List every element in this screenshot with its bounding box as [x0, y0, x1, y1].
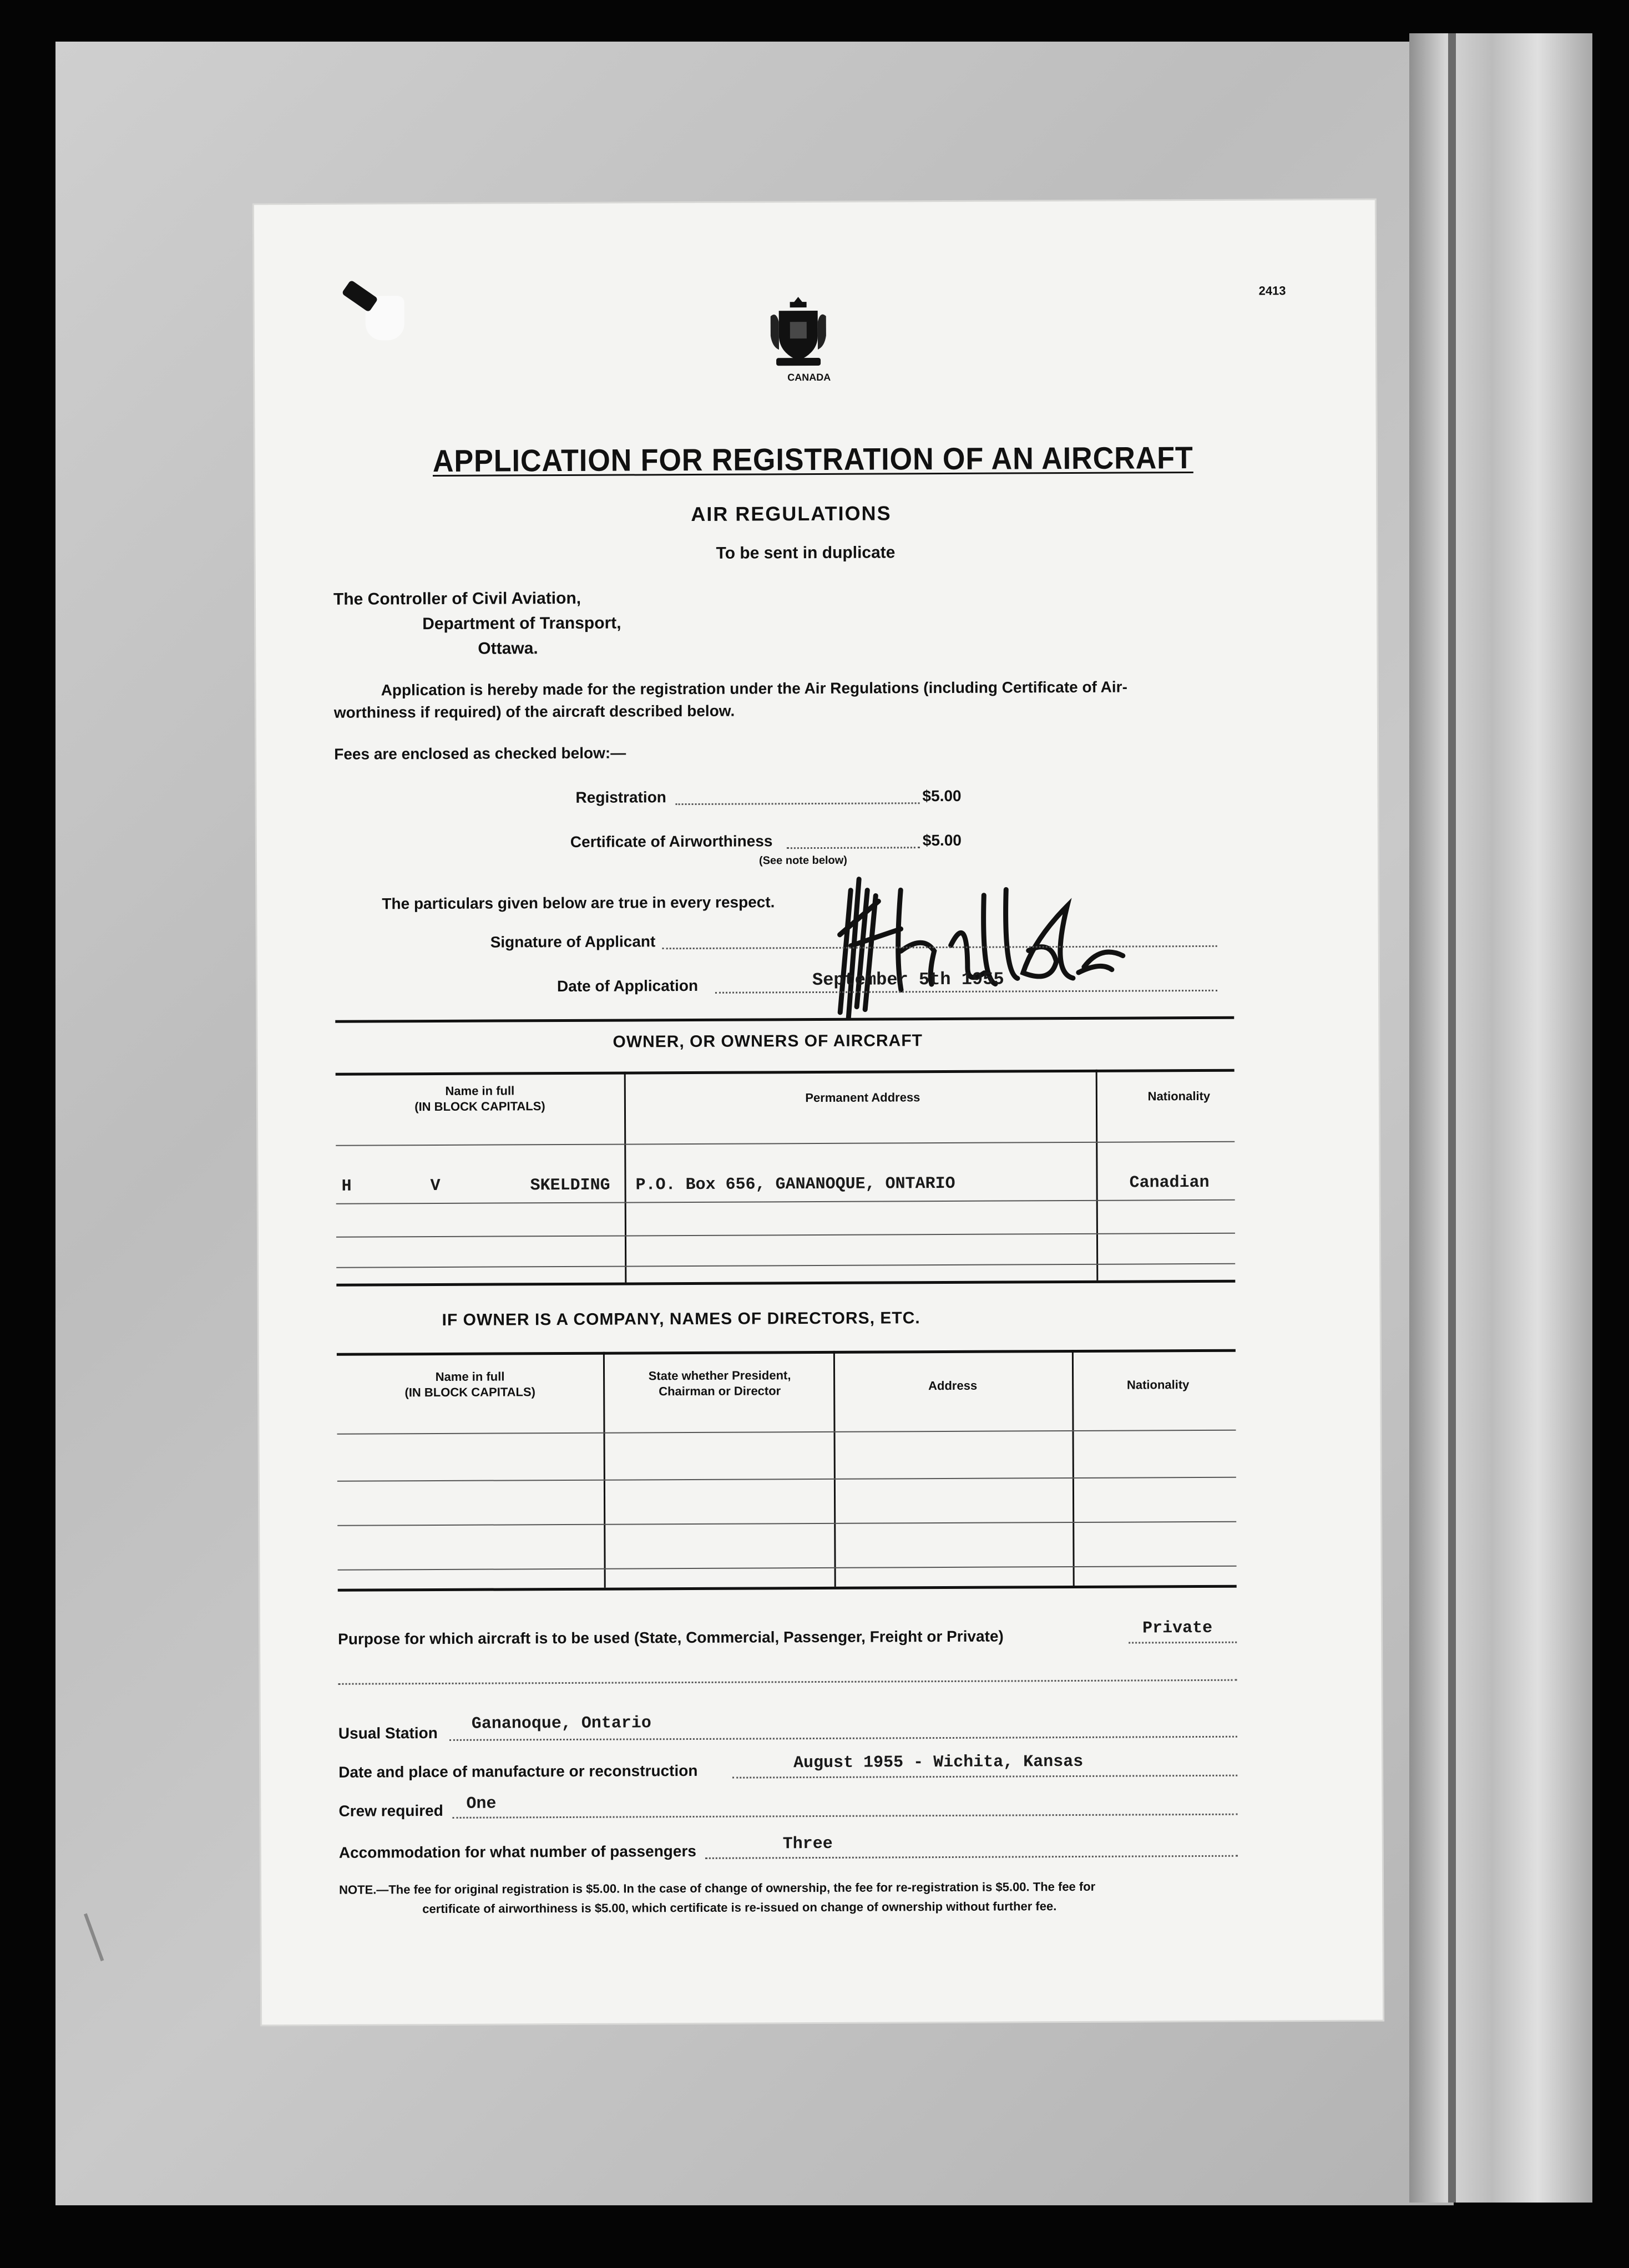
company-col-nationality: Nationality — [1126, 1378, 1190, 1392]
owners-table-bottom-rule — [336, 1280, 1235, 1287]
company-col-divider-2 — [833, 1351, 836, 1587]
owners-col-divider-2 — [1096, 1070, 1099, 1280]
owner-initial-2: V — [430, 1176, 441, 1196]
owner-nationality: Canadian — [1129, 1173, 1210, 1193]
company-heading: IF OWNER IS A COMPANY, NAMES OF DIRECTORS, ETC. — [442, 1309, 920, 1329]
owners-col-address: Permanent Address — [805, 1090, 920, 1105]
passengers-label: Accommodation for what number of passengers — [338, 1842, 696, 1861]
usual-station-line — [449, 1736, 1237, 1741]
company-header-rule — [337, 1430, 1236, 1435]
form-number: 2413 — [1258, 284, 1286, 298]
purpose-label: Purpose for which aircraft is to be used (State, Commercial, Passenger, Freight or Private) — [338, 1627, 1004, 1648]
owner-address: P.O. Box 656, GANANOQUE, ONTARIO — [635, 1174, 955, 1195]
form-subtitle: AIR REGULATIONS — [691, 502, 892, 525]
owners-row-rule — [336, 1263, 1235, 1268]
manufacture-line — [732, 1775, 1237, 1779]
owners-col-divider-1 — [624, 1072, 627, 1283]
airworthiness-fee-label: Certificate of Airworthiness — [570, 832, 773, 850]
company-table-top-rule — [337, 1349, 1236, 1356]
crest-caption: CANADA — [787, 371, 831, 383]
owners-row-rule — [336, 1233, 1235, 1238]
coat-of-arms-icon — [768, 294, 829, 369]
airworthiness-fee-leader — [787, 847, 920, 849]
company-col-address: Address — [928, 1378, 978, 1393]
company-row-rule — [337, 1477, 1236, 1482]
usual-station-value: Gananoque, Ontario — [471, 1714, 651, 1734]
company-row-rule — [337, 1521, 1236, 1526]
fee-note-line-1: NOTE.—The fee for original registration is $5.00. In the case of change of ownership, the fee for re-registration is $5.00. The fee for — [339, 1879, 1096, 1897]
company-table-bottom-rule — [338, 1585, 1237, 1592]
signature-label: Signature of Applicant — [490, 933, 656, 951]
date-of-application-value: September 5th 1955 — [812, 969, 1004, 991]
form-title: APPLICATION FOR REGISTRATION OF AN AIRCRAFT — [432, 440, 1193, 479]
purpose-continuation-line — [338, 1679, 1237, 1685]
company-col-divider-1 — [603, 1352, 606, 1588]
company-row-rule — [338, 1566, 1237, 1571]
fee-note-line-2: certificate of airworthiness is $5.00, which certificate is re-issued on change of ownership without further fee. — [422, 1899, 1057, 1916]
fees-heading: Fees are enclosed as checked below:— — [334, 744, 626, 763]
particulars-statement: The particulars given below are true in every respect. — [382, 893, 775, 913]
addressee-line-3: Ottawa. — [478, 639, 538, 658]
owners-row-rule — [336, 1199, 1235, 1204]
passengers-line — [705, 1855, 1238, 1859]
owner-initial-1: H — [341, 1177, 352, 1196]
purpose-value: Private — [1142, 1618, 1213, 1638]
passengers-value: Three — [782, 1834, 833, 1854]
date-of-application-label: Date of Application — [557, 976, 699, 995]
registration-fee-amount: $5.00 — [922, 787, 962, 805]
manufacture-value: August 1955 - Wichita, Kansas — [793, 1752, 1084, 1773]
company-col-divider-3 — [1072, 1350, 1075, 1586]
intro-text-line-1: Application is hereby made for the registration under the Air Regulations (including Certificate of Air- — [381, 678, 1127, 699]
intro-text-line-2: worthiness if required) of the aircraft described below. — [333, 702, 735, 721]
owners-col-name: Name in full (IN BLOCK CAPITALS) — [414, 1084, 545, 1114]
airworthiness-fee-note: (See note below) — [758, 854, 847, 867]
owners-heading: OWNER, OR OWNERS OF AIRCRAFT — [613, 1031, 923, 1051]
airworthiness-fee-amount: $5.00 — [922, 831, 962, 849]
company-col-role: State whether President, Chairman or Director — [648, 1368, 791, 1399]
duplicate-note: To be sent in duplicate — [716, 543, 896, 563]
crew-label: Crew required — [338, 1801, 443, 1820]
owners-col-nationality: Nationality — [1147, 1089, 1211, 1103]
application-form — [254, 200, 1383, 2025]
crew-line — [453, 1814, 1238, 1819]
company-col-name: Name in full (IN BLOCK CAPITALS) — [404, 1369, 535, 1400]
addressee-line-2: Department of Transport, — [422, 614, 621, 634]
purpose-line — [1129, 1642, 1237, 1644]
registration-fee-leader — [676, 802, 920, 805]
adjacent-page-edge — [1409, 33, 1592, 2203]
crew-value: One — [466, 1794, 497, 1814]
owners-table-top-rule — [336, 1069, 1235, 1076]
addressee-line-1: The Controller of Civil Aviation, — [333, 589, 581, 609]
registration-fee-label: Registration — [575, 788, 666, 806]
usual-station-label: Usual Station — [338, 1724, 438, 1742]
owner-surname: SKELDING — [530, 1176, 610, 1196]
owners-header-rule — [336, 1141, 1235, 1146]
manufacture-label: Date and place of manufacture or reconstruction — [338, 1761, 698, 1781]
